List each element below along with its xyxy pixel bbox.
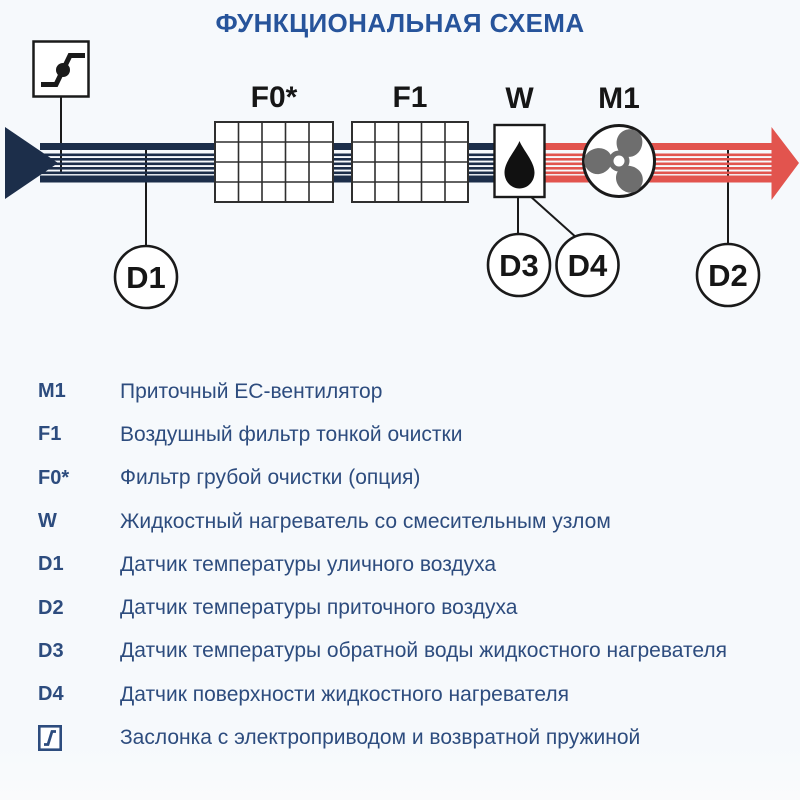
legend-desc: Датчик температуры уличного воздуха bbox=[120, 552, 497, 576]
legend-desc: Фильтр грубой очистки (опция) bbox=[120, 466, 421, 490]
legend-row-f0 bbox=[0, 457, 800, 500]
legend-row-d3 bbox=[0, 630, 800, 673]
label-f1: F1 bbox=[392, 81, 428, 114]
svg-text:D3: D3 bbox=[499, 248, 539, 283]
legend-row-damper bbox=[0, 716, 800, 759]
legend-desc: Жидкостный нагреватель со смесительным узлом bbox=[120, 509, 611, 533]
legend-desc: Приточный ЕС-вентилятор bbox=[120, 379, 383, 403]
legend-key: D1 bbox=[38, 553, 64, 576]
water-heater bbox=[495, 125, 545, 197]
label-m1: M1 bbox=[598, 82, 640, 115]
legend-key: D2 bbox=[38, 596, 64, 619]
legend-desc: Датчик поверхности жидкостного нагревателя bbox=[120, 682, 569, 706]
fan-icon bbox=[582, 126, 655, 198]
sensor-d4 bbox=[557, 234, 619, 296]
legend-desc: Датчик температуры обратной воды жидкостного нагревателя bbox=[120, 639, 727, 663]
page-title: ФУНКЦИОНАЛЬНАЯ СХЕМА bbox=[215, 8, 585, 38]
legend-row-w bbox=[0, 500, 800, 543]
legend-key: D3 bbox=[38, 639, 64, 662]
sensor-d3 bbox=[488, 234, 550, 296]
svg-text:D1: D1 bbox=[126, 260, 166, 295]
legend-row-d2 bbox=[0, 586, 800, 629]
sensor-d1 bbox=[115, 246, 177, 308]
legend-key: W bbox=[38, 510, 57, 533]
filter-grid-f1 bbox=[352, 122, 468, 202]
filter-grid-f0 bbox=[215, 122, 333, 202]
legend-key: F0* bbox=[38, 466, 70, 489]
legend-row-f1 bbox=[0, 413, 800, 456]
legend-row-d1 bbox=[0, 543, 800, 586]
legend-desc: Датчик температуры приточного воздуха bbox=[120, 596, 518, 620]
label-f0: F0* bbox=[250, 81, 298, 114]
legend-key: F1 bbox=[38, 423, 62, 446]
legend-desc: Заслонка с электроприводом и возвратной пружиной bbox=[120, 726, 641, 750]
legend-key bbox=[38, 725, 120, 751]
legend bbox=[0, 370, 800, 760]
legend-row-m1 bbox=[0, 370, 800, 413]
legend-key: D4 bbox=[38, 683, 64, 706]
legend-key: M1 bbox=[38, 380, 66, 403]
damper-icon bbox=[38, 725, 62, 751]
sensor-d2 bbox=[697, 244, 759, 306]
functional-schematic bbox=[0, 0, 800, 345]
damper-icon bbox=[34, 42, 89, 97]
svg-text:D2: D2 bbox=[708, 258, 748, 293]
label-w: W bbox=[505, 82, 534, 115]
legend-row-d4 bbox=[0, 673, 800, 716]
svg-text:D4: D4 bbox=[567, 248, 608, 283]
legend-desc: Воздушный фильтр тонкой очистки bbox=[120, 422, 463, 446]
